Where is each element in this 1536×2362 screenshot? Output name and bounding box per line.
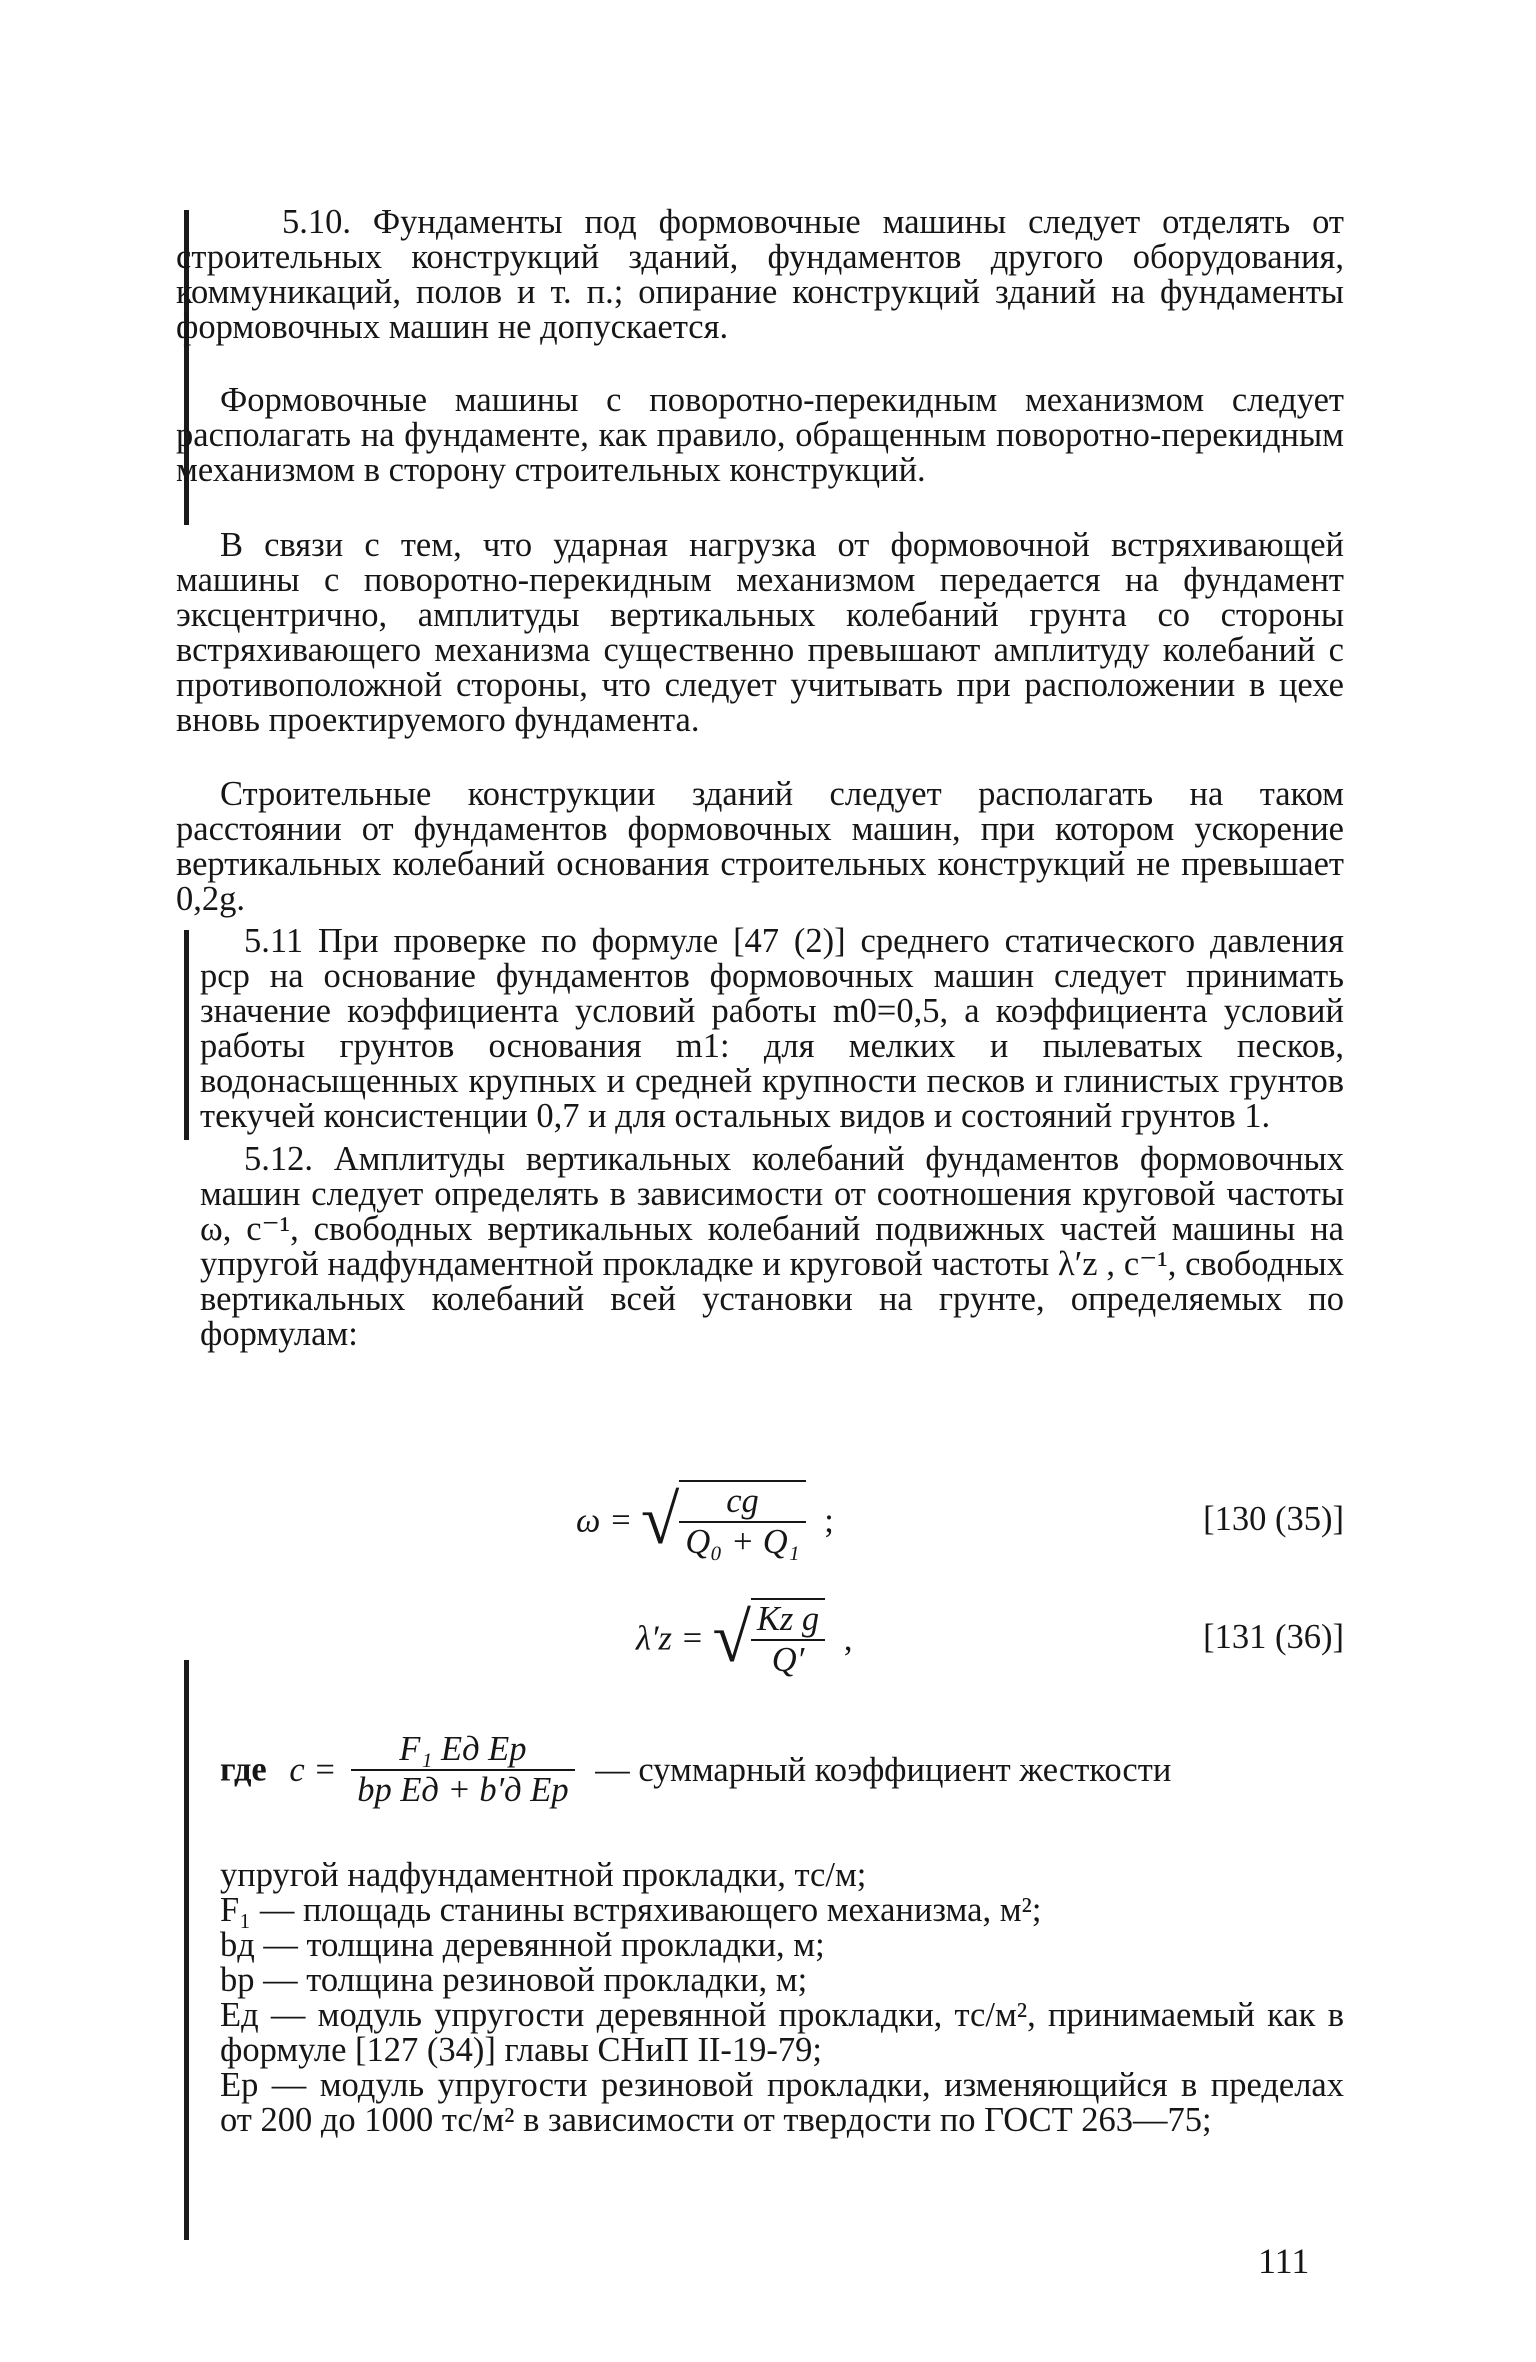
stiffness-lhs: c = — [289, 1750, 337, 1789]
definition-line: bд — толщина деревянной прокладки, м; — [220, 1926, 825, 1964]
paragraph-5-10: 5.10. Фундаменты под формовочные машины следует отделять от строительных конструкций зданий, фундаментов другого оборудования, коммуникаций, полов и т. п.; опирание конструкций зданий на фундаменты формовочных машин не допускается. — [176, 203, 1344, 346]
formula-131-fraction — [751, 1598, 825, 1680]
stiffness-definition — [220, 1730, 1344, 1840]
radical-sign: √ — [640, 1482, 680, 1559]
stiffness-numerator: F₁ Eд Eр — [351, 1730, 574, 1771]
variable-definitions — [220, 1858, 1344, 2138]
where-word: где — [220, 1750, 267, 1789]
stiffness-denominator: bр Eд + b′д Eр — [357, 1771, 569, 1809]
formula-131-numerator: Kz g — [751, 1600, 825, 1641]
formula-130 — [176, 1480, 1344, 1560]
definition-line: упругой надфундаментной прокладки, тс/м; — [220, 1856, 867, 1894]
paragraph-5-10-rotary: Формовочные машины с поворотно-перекидным механизмом следует располагать на фундаменте, как правило, обращенным поворотно-перекидным механизмом в сторону строительных конструкций. — [176, 381, 1344, 489]
paragraph-structures: Строительные конструкции зданий следует располагать на таком расстоянии от фундаментов формовочных машин, при котором ускорение вертикальных колебаний основания строительных конструкций не превышает 0,2g. — [176, 775, 1344, 918]
formula-130-body — [576, 1480, 834, 1560]
formula-130-fraction — [679, 1480, 805, 1562]
formula-131-denominator: Q′ — [771, 1641, 805, 1679]
definition-line: Eр — модуль упругости резиновой прокладки, изменяющийся в пределах от 200 до 1000 тс/м² в зависимости от твердости по ГОСТ 263—75; — [220, 2066, 1344, 2139]
definition-line: Eд — модуль упругости деревянной прокладки, тс/м², принимаемый как в формуле [127 (34)] главы СНиП II-19-79; — [220, 1996, 1344, 2069]
radical-sign: √ — [712, 1600, 751, 1677]
formula-130-separator: ; — [824, 1501, 834, 1540]
formula-131-separator: , — [843, 1619, 853, 1658]
revision-bar — [184, 1660, 189, 2240]
formula-130-numerator: cg — [679, 1482, 805, 1523]
equation-number-131: [131 (36)] — [1203, 1618, 1344, 1656]
formula-131-body — [636, 1598, 852, 1678]
stiffness-description: — суммарный коэффициент жесткости — [595, 1750, 1172, 1789]
definition-line: F₁ — площадь станины встряхивающего механизма, м²; — [220, 1891, 1042, 1929]
paragraph-shock-load: В связи с тем, что ударная нагрузка от формовочной встряхивающей машины с поворотно-перекидным механизмом передается на фундамент эксцентрично, амплитуды вертикальных колебаний грунта со стороны встряхивающего механизма существенно превышают амплитуду колебаний с противоположной стороны, что следует учитывать при расположении в цехе вновь проектируемого фундамента. — [176, 526, 1344, 739]
formula-130-denominator: Q₀ + Q₁ — [685, 1523, 800, 1561]
paragraph-5-11: 5.11 При проверке по формуле [47 (2)] среднего статического давления pср на основание фундаментов формовочных машин следует принимать значение коэффициента условий работы m0=0,5, а коэффициента условий работы грунтов основания m1: для мелких и пылеватых песков, водонасыщенных крупных и средней крупности песков и глинистых грунтов текучей консистенции 0,7 и для остальных видов и состояний грунтов 1. — [200, 922, 1344, 1135]
paragraph-5-12: 5.12. Амплитуды вертикальных колебаний фундаментов формовочных машин следует определять в зависимости от соотношения круговой частоты ω, с⁻¹, свободных вертикальных колебаний подвижных частей машины на упругой надфундаментной прокладке и круговой частоты λ′z , с⁻¹, свободных вертикальных колебаний всей установки на грунте, определяемых по формулам: — [200, 1140, 1344, 1353]
stiffness-fraction — [351, 1730, 574, 1810]
formula-131-lhs: λ′z = — [636, 1619, 704, 1658]
formula-130-lhs: ω = — [576, 1501, 633, 1540]
page-number: 111 — [1258, 2241, 1310, 2281]
revision-bar — [184, 930, 189, 1140]
formula-131 — [176, 1598, 1344, 1678]
definition-line: bр — толщина резиновой прокладки, м; — [220, 1961, 808, 1999]
equation-number-130: [130 (35)] — [1203, 1500, 1344, 1538]
